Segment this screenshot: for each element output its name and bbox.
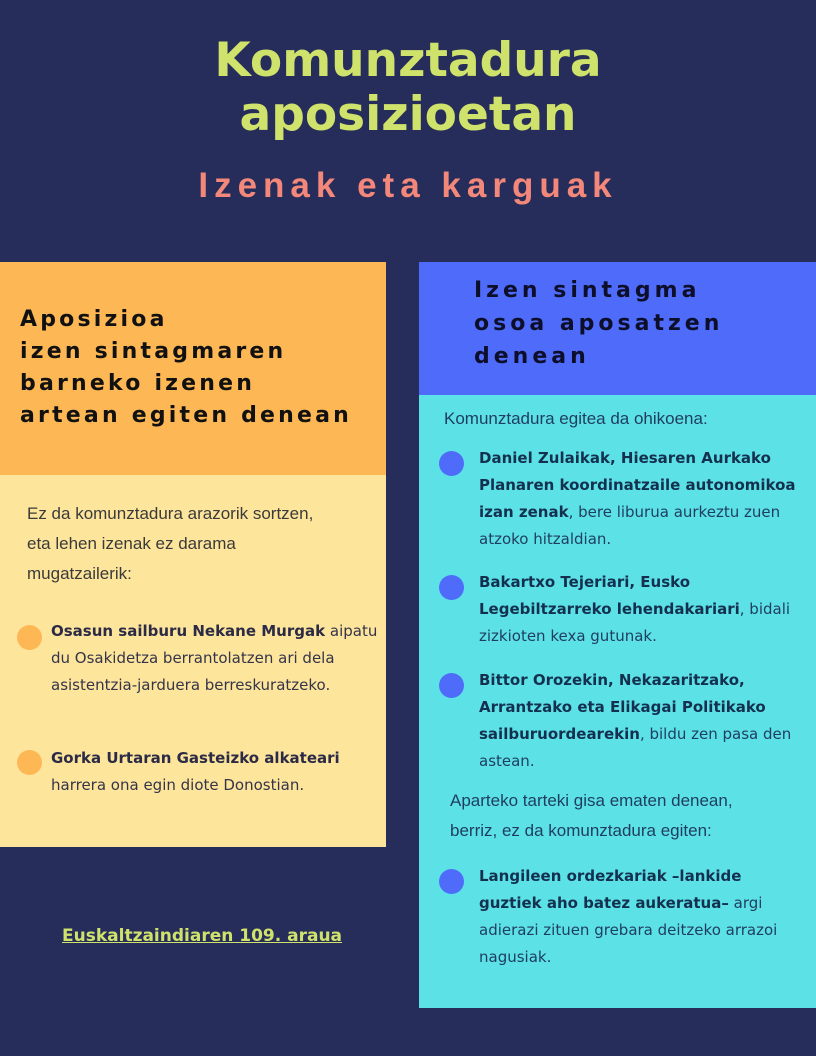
right-intro: Komunztadura egitea da ohikoena: (444, 409, 708, 428)
example-text: , bildu zen pasa den astean. (479, 725, 792, 770)
bullet-dot-icon (17, 750, 42, 775)
bullet-dot-icon (17, 625, 42, 650)
right-section-heading (474, 274, 723, 373)
bullet-dot-icon (439, 869, 464, 894)
list-item (479, 667, 809, 775)
example-text: argi adierazi zituen grebara deitzeko arrazoi nagusiak. (479, 894, 778, 966)
intro-line: eta lehen izenak ez darama (27, 534, 236, 553)
example-bold: Daniel Zulaikak, Hiesaren Aurkako Planaren koordinatzaile autonomikoa izan zenak (479, 449, 796, 521)
left-section-header (0, 262, 386, 475)
bullet-dot-icon (439, 451, 464, 476)
page-subtitle: Izenak eta karguak (198, 166, 618, 205)
example-text: aipatu du Osakidetza berrantolatzen ari dela asistentzia-jarduera berreskuratzeko. (51, 622, 378, 694)
heading-line: denean (474, 344, 590, 369)
list-item (51, 618, 381, 699)
right-section-header (419, 262, 816, 395)
intro-line: Aparteko tarteki gisa ematen denean, (450, 791, 733, 810)
example-text: , bere liburua aurkeztu zuen atzoko hitzaldian. (479, 503, 781, 548)
example-bold: Gorka Urtaran Gasteizko alkateari (51, 749, 340, 767)
list-item (479, 445, 809, 553)
title-line-1: Komunztadura (214, 33, 602, 88)
left-section-heading (20, 304, 352, 432)
list-item (479, 569, 809, 650)
heading-line: Aposizioa (20, 307, 168, 332)
left-section-body (0, 475, 386, 847)
title-line-2: aposizioetan (239, 87, 577, 142)
list-item (479, 863, 809, 971)
page-title (0, 34, 816, 142)
intro-line: Ez da komunztadura arazorik sortzen, (27, 504, 314, 523)
heading-line: izen sintagmaren (20, 339, 287, 364)
heading-line: artean egiten denean (20, 403, 353, 428)
heading-line: Izen sintagma (474, 278, 701, 303)
bullet-dot-icon (439, 673, 464, 698)
left-intro (27, 499, 377, 589)
example-bold: Bittor Orozekin, Nekazaritzako, Arrantzako eta Elikagai Politikako sailburuordearekin (479, 671, 766, 743)
example-bold: Langileen ordezkariak –lankide guztiek aho batez aukeratua– (479, 867, 742, 912)
example-bold: Osasun sailburu Nekane Murgak (51, 622, 326, 640)
bullet-dot-icon (439, 575, 464, 600)
heading-line: osoa aposatzen (474, 311, 724, 336)
heading-line: barneko izenen (20, 371, 256, 396)
intro-line: berriz, ez da komunztadura egiten: (450, 821, 712, 840)
example-text: harrera ona egin diote Donostian. (51, 776, 305, 794)
right-section-body (419, 395, 816, 1008)
right-intro-2 (450, 786, 733, 846)
list-item (51, 745, 381, 799)
source-link[interactable]: Euskaltzaindiaren 109. araua (62, 926, 343, 946)
example-bold: Bakartxo Tejeriari, Eusko Legebiltzarreko lehendakariari (479, 573, 740, 618)
intro-line: mugatzailerik: (27, 564, 132, 583)
example-text: , bidali zizkioten kexa gutunak. (479, 600, 791, 645)
